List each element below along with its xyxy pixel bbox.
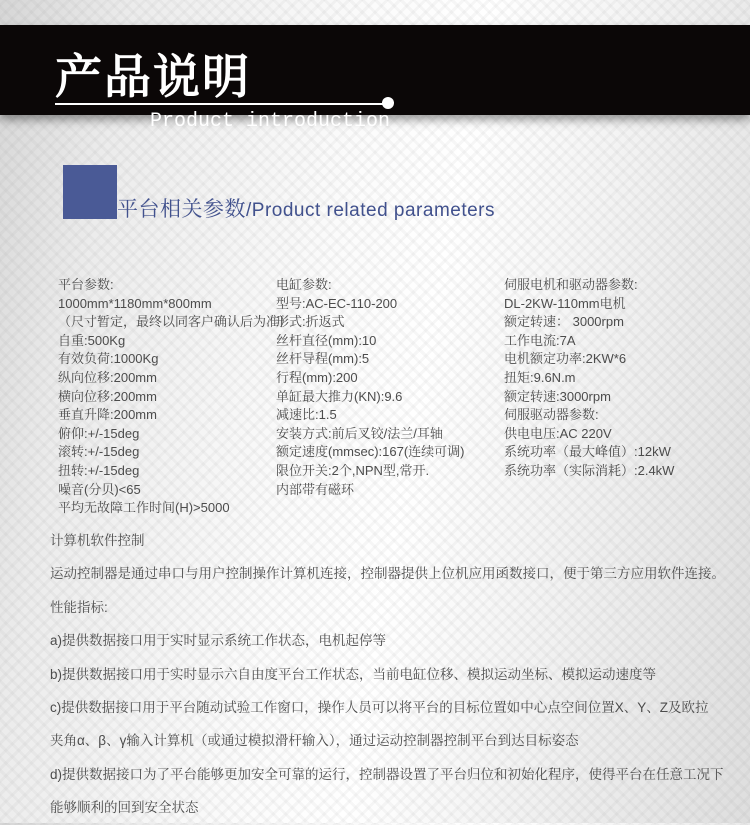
- paragraph-line: c)提供数据接口用于平台随动试验工作窗口，操作人员可以将平台的目标位置如中心点空间位置X、Y、Z及欧拉: [50, 700, 709, 716]
- spec-line: 系统功率（最大峰值）:12kW: [504, 444, 671, 460]
- spec-line: 伺服电机和驱动器参数:: [504, 277, 638, 292]
- spec-column-cylinder: [276, 276, 500, 499]
- header-divider-line: [55, 103, 385, 105]
- paragraph-line: b)提供数据接口用于实时显示六自由度平台工作状态，当前电缸位移、模拟运动坐标、模拟运动速度等: [50, 666, 657, 682]
- spec-line: 平台参数:: [58, 277, 114, 292]
- paragraph-line: 能够顺利的回到安全状态: [50, 800, 199, 816]
- description-paragraphs: [50, 524, 725, 825]
- spec-line: 俯仰:+/-15deg: [58, 425, 140, 441]
- spec-line: 型号:AC-EC-110-200: [276, 295, 398, 311]
- spec-line: 形式:折返式: [276, 314, 345, 330]
- paragraph-line: 性能指标:: [50, 599, 108, 615]
- spec-line: 工作电流:7A: [504, 332, 576, 348]
- spec-line: 限位开关:2个,NPN型,常开.: [276, 462, 430, 478]
- spec-line: 1000mm*1180mm*800mm: [58, 295, 212, 311]
- spec-line: 自重:500Kg: [58, 332, 126, 348]
- spec-line: （尺寸暂定，最终以同客户确认后为准）: [58, 314, 293, 330]
- spec-line: 额定转速： 3000rpm: [504, 314, 624, 330]
- spec-column-servo: [504, 276, 734, 481]
- section-accent-square: [63, 165, 117, 219]
- spec-line: 单缸最大推力(KN):9.6: [276, 388, 403, 404]
- spec-line: 滚转:+/-15deg: [58, 444, 140, 460]
- spec-line: 扭转:+/-15deg: [58, 462, 140, 478]
- section-title-zh: 平台相关参数: [117, 198, 246, 221]
- spec-line: 噪音(分贝)<65: [58, 481, 141, 497]
- spec-line: 系统功率（实际消耗）:2.4kW: [504, 462, 675, 478]
- section-title: [117, 193, 495, 223]
- section-title-en: /Product related parameters: [246, 200, 496, 221]
- spec-line: 行程(mm):200: [276, 369, 358, 385]
- spec-line: 内部带有磁环: [276, 481, 355, 497]
- spec-line: 供电电压:AC 220V: [504, 425, 612, 441]
- page-subtitle: Product introduction: [149, 110, 390, 133]
- spec-line: 有效负荷:1000Kg: [58, 351, 159, 367]
- paragraph-line: 运动控制器是通过串口与用户控制操作计算机连接，控制器提供上位机应用函数接口，便于第三方应用软件连接。: [50, 566, 725, 582]
- spec-line: 额定转速:3000rpm: [504, 388, 611, 404]
- spec-line: 垂直升降:200mm: [58, 407, 157, 423]
- spec-line: 扭矩:9.6N.m: [504, 369, 576, 385]
- spec-line: 纵向位移:200mm: [58, 369, 157, 385]
- spec-line: 横向位移:200mm: [58, 388, 157, 404]
- paragraph-line: a)提供数据接口用于实时显示系统工作状态，电机起停等: [50, 633, 387, 649]
- spec-line: 减速比:1.5: [276, 407, 337, 423]
- spec-line: 丝杆导程(mm):5: [276, 351, 370, 367]
- spec-line: 电机额定功率:2KW*6: [504, 351, 627, 367]
- spec-line: 伺服驱动器参数:: [504, 407, 599, 423]
- spec-line: DL-2KW-110mm电机: [504, 295, 626, 311]
- spec-line: 安装方式:前后叉铰/法兰/耳轴: [276, 425, 443, 441]
- spec-line: 平均无故障工作时间(H)>5000: [58, 500, 230, 516]
- header-divider-dot: [382, 97, 394, 109]
- paragraph-line: d)提供数据接口为了平台能够更加安全可靠的运行，控制器设置了平台归位和初始化程序，使得平台在任意工况下: [50, 766, 724, 782]
- paragraph-line: 夹角α、β、γ输入计算机（或通过模拟滑杆输入），通过运动控制器控制平台到达目标姿态: [50, 733, 579, 749]
- spec-line: 额定速度(mmsec):167(连续可调): [276, 444, 465, 460]
- page-title: 产品说明: [55, 50, 251, 103]
- header-band: [0, 25, 750, 133]
- paragraph-line: 计算机软件控制: [50, 533, 145, 548]
- spec-column-platform: [58, 276, 293, 518]
- spec-line: 丝杆直径(mm):10: [276, 332, 377, 348]
- spec-line: 电缸参数:: [276, 277, 332, 292]
